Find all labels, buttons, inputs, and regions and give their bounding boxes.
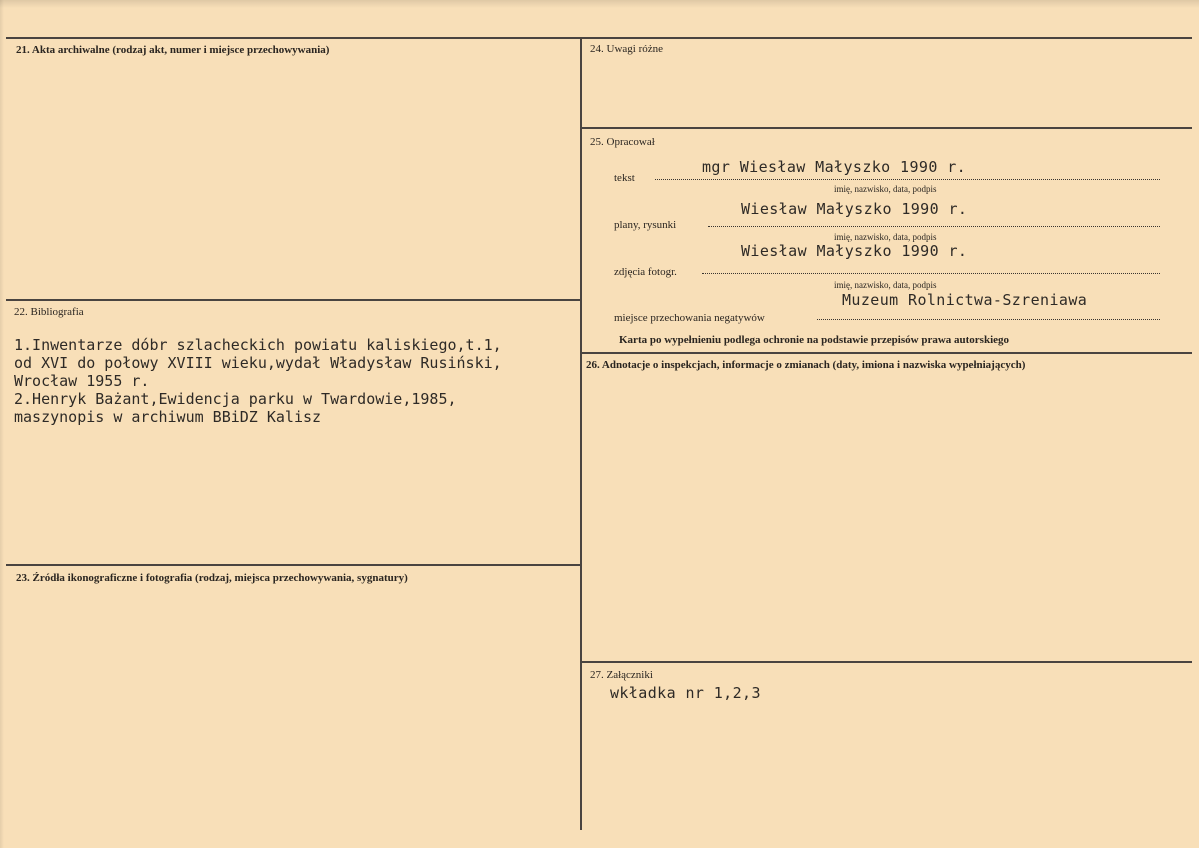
- divider-21-22: [6, 299, 581, 301]
- divider-26-27: [581, 661, 1192, 663]
- bibliography-line: 2.Henryk Bażant,Ewidencja parku w Twardowie,1985,: [14, 390, 457, 408]
- zdjecia-caption: imię, nazwisko, data, podpis: [834, 280, 937, 290]
- section-21-label: 21. Akta archiwalne (rodzaj akt, numer i miejsce przechowywania): [16, 44, 330, 56]
- center-divider: [580, 37, 582, 830]
- copyright-note: Karta po wypełnieniu podlega ochronie na podstawie przepisów prawa autorskiego: [619, 334, 1010, 346]
- plany-value: Wiesław Małyszko 1990 r.: [741, 200, 968, 218]
- negatywy-value: Muzeum Rolnictwa-Szreniawa: [842, 291, 1088, 309]
- zdjecia-dotted-line: [702, 273, 1160, 274]
- divider-25-26: [581, 352, 1192, 354]
- top-border: [6, 37, 1192, 39]
- tekst-label: tekst: [614, 172, 635, 184]
- bibliography-line: 1.Inwentarze dóbr szlacheckich powiatu kaliskiego,t.1,: [14, 336, 502, 354]
- tekst-value: mgr Wiesław Małyszko 1990 r.: [702, 158, 967, 176]
- bibliography-text: [14, 336, 502, 426]
- bibliography-line: od XVI do połowy XVIII wieku,wydał Władysław Rusiński,: [14, 354, 502, 372]
- zdjecia-value: Wiesław Małyszko 1990 r.: [741, 242, 968, 260]
- plany-label: plany, rysunki: [614, 219, 677, 231]
- section-25-label: 25. Opracował: [590, 136, 655, 148]
- attachments-value: wkładka nr 1,2,3: [610, 684, 761, 702]
- divider-24-25: [581, 127, 1192, 129]
- plany-dotted-line: [708, 226, 1160, 227]
- section-23-label: 23. Źródła ikonograficzne i fotografia (rodzaj, miejsca przechowywania, sygnatury): [16, 572, 408, 584]
- negatywy-label: miejsce przechowania negatywów: [614, 312, 765, 324]
- bibliography-line: maszynopis w archiwum BBiDZ Kalisz: [14, 408, 322, 426]
- bibliography-line: Wrocław 1955 r.: [14, 372, 150, 390]
- plany-caption: imię, nazwisko, data, podpis: [834, 232, 937, 242]
- tekst-caption: imię, nazwisko, data, podpis: [834, 184, 937, 194]
- divider-22-23: [6, 564, 581, 566]
- section-27-label: 27. Załączniki: [590, 669, 653, 681]
- section-24-label: 24. Uwagi różne: [590, 43, 664, 55]
- section-26-label: 26. Adnotacje o inspekcjach, informacje o zmianach (daty, imiona i nazwiska wypełniających): [586, 359, 1026, 371]
- zdjecia-label: zdjęcia fotogr.: [614, 266, 677, 278]
- section-22-label: 22. Bibliografia: [14, 306, 84, 318]
- tekst-dotted-line: [655, 179, 1160, 180]
- negatywy-dotted-line: [817, 319, 1160, 320]
